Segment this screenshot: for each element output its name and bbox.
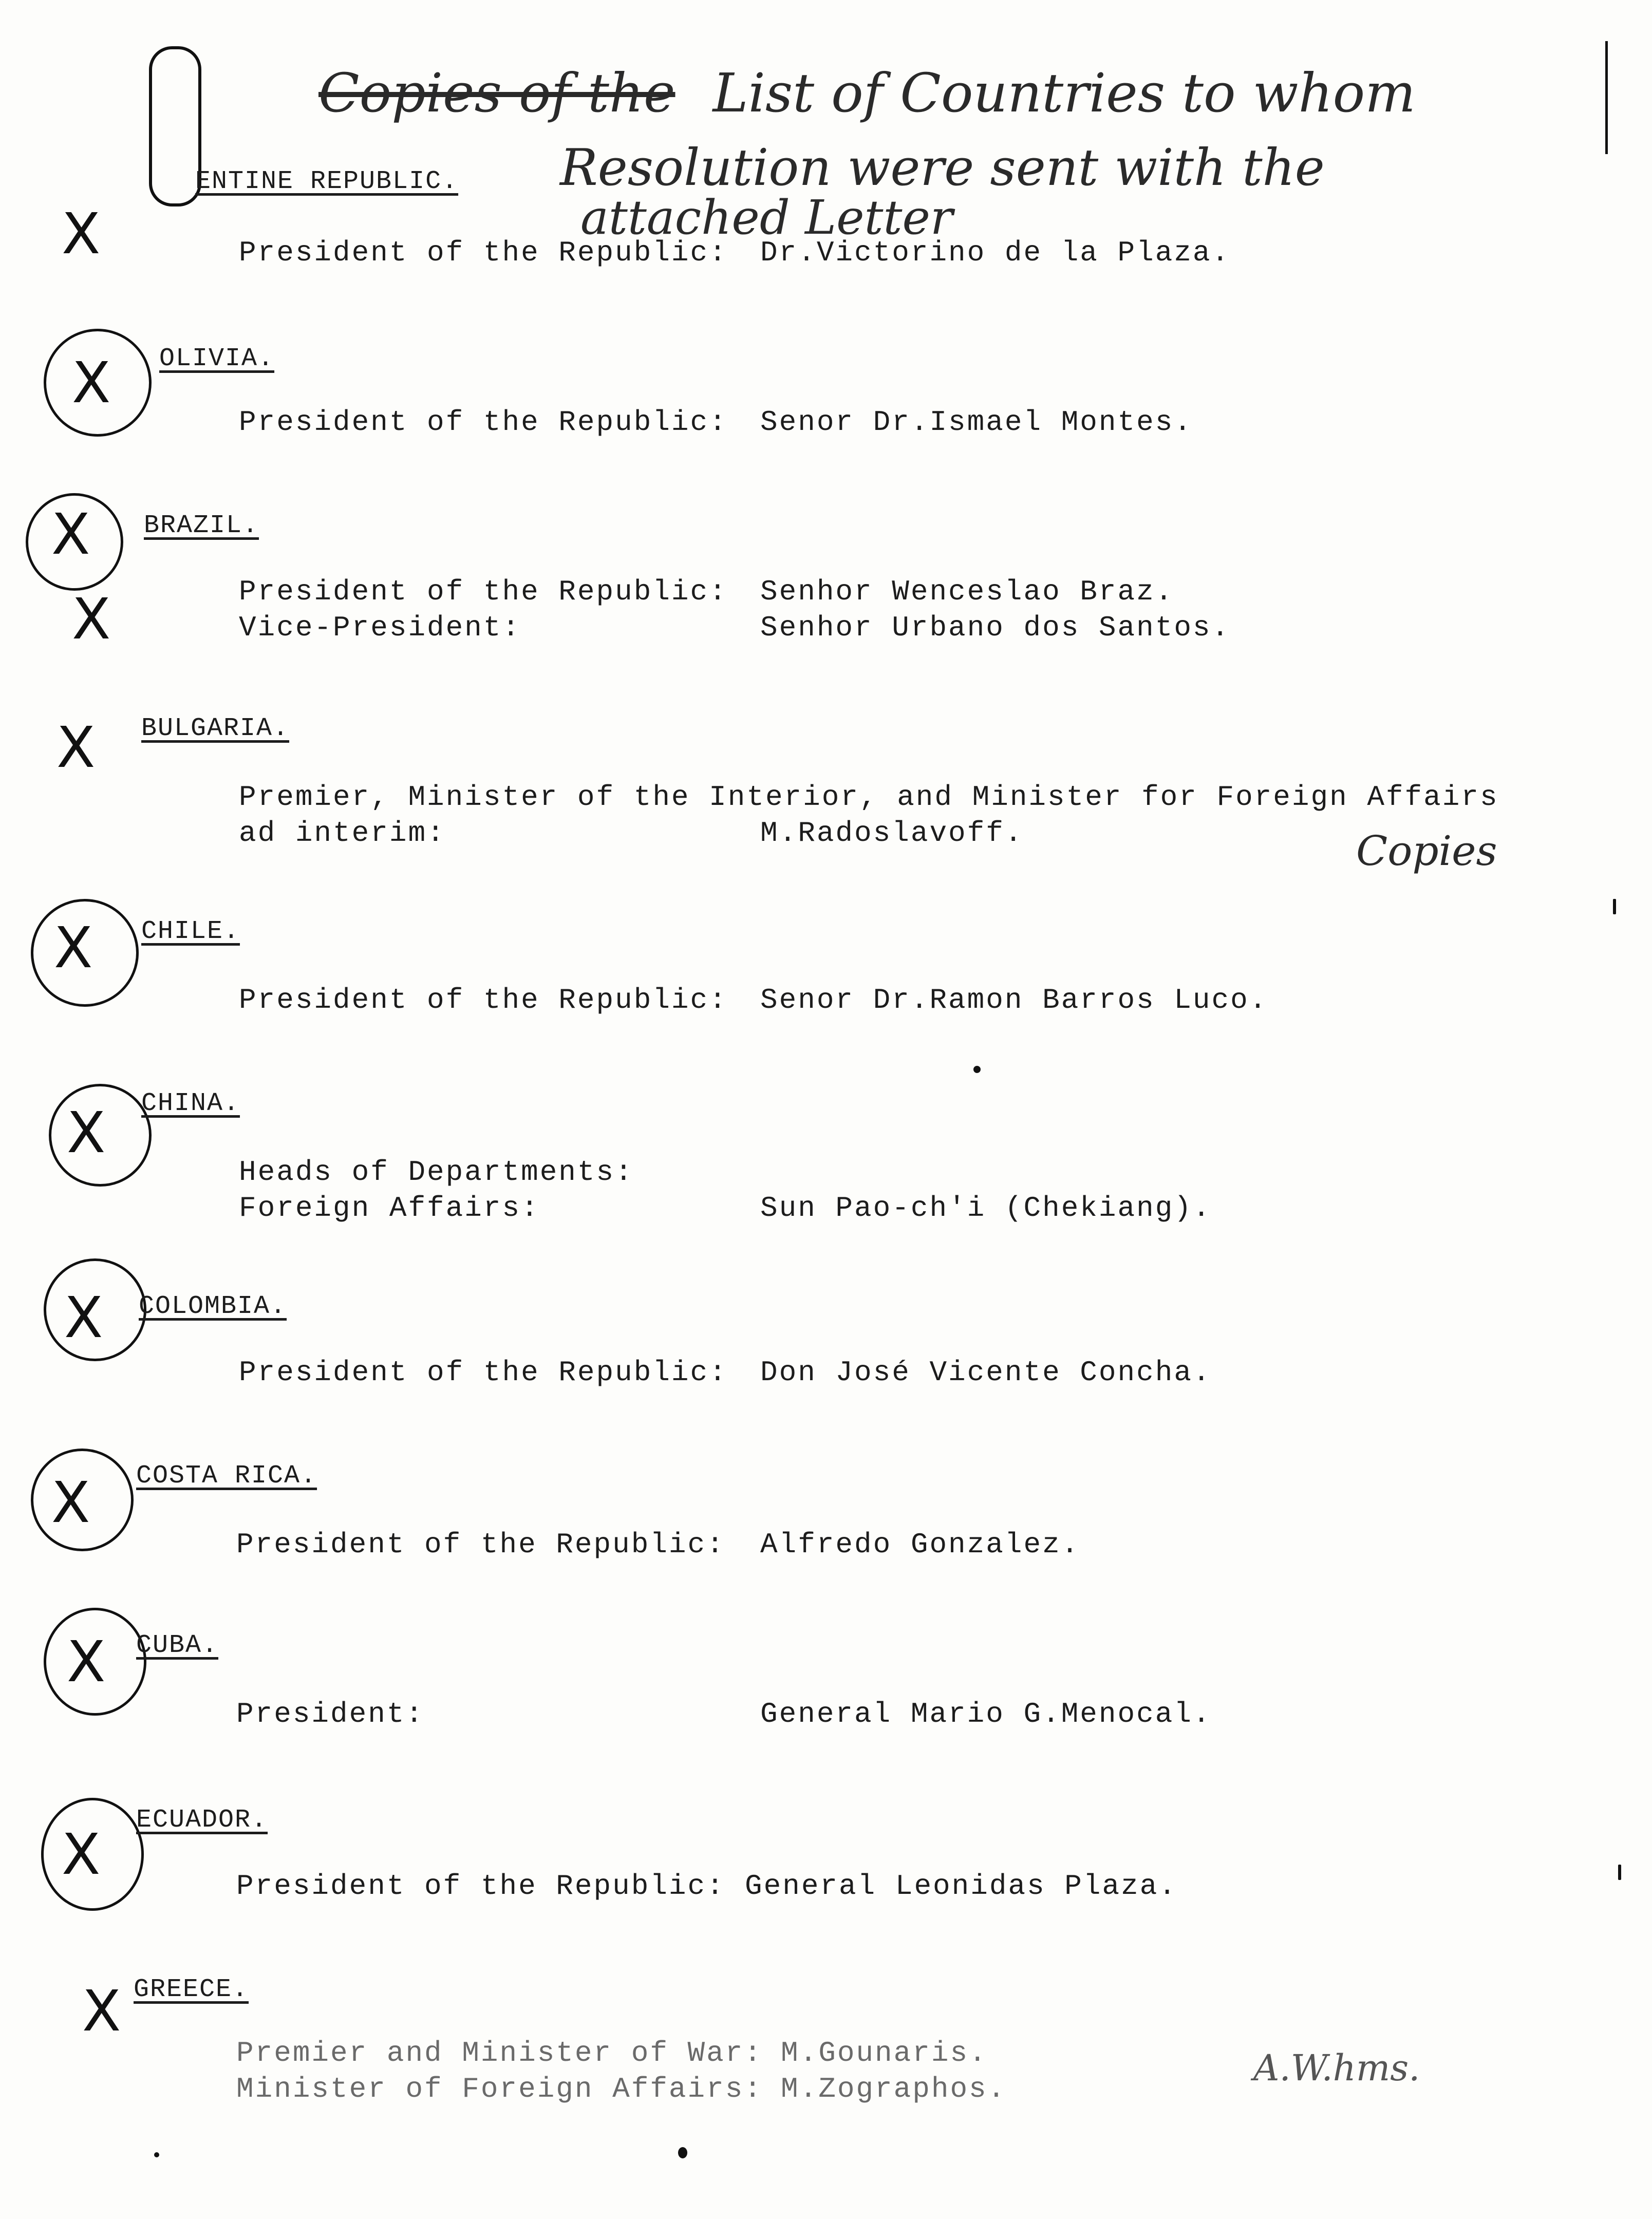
- entry-value: Sun Pao-ch'i (Chekiang).: [760, 1192, 1212, 1225]
- handwritten-title-line1: [318, 62, 1416, 124]
- scan-edge-right: [1605, 41, 1608, 154]
- entry-label: Premier and Minister of War:: [236, 2037, 763, 2070]
- x-mark: X: [64, 1285, 103, 1350]
- entry-value: M.Radoslavoff.: [760, 817, 1024, 850]
- entry-label: Minister of Foreign Affairs:: [236, 2073, 763, 2105]
- entry-label: President:: [236, 1698, 425, 1731]
- country-heading: BULGARIA.: [141, 714, 290, 743]
- entry-value: Dr.Victorino de la Plaza.: [760, 236, 1231, 269]
- entry-value: Senor Dr.Ismael Montes.: [760, 406, 1193, 439]
- entry-label: President of the Republic:: [236, 1870, 725, 1903]
- handwritten-title-line2: Resolution were sent with the: [560, 139, 1325, 197]
- entry-label: President of the Republic:: [239, 236, 728, 269]
- entry-label: ad interim:: [239, 817, 446, 850]
- entry-value: Senhor Wenceslao Braz.: [760, 575, 1174, 608]
- entry-value: Alfredo Gonzalez.: [760, 1528, 1080, 1561]
- country-heading: BRAZIL.: [144, 511, 259, 540]
- entry-value: M.Gounaris.: [781, 2037, 988, 2070]
- country-heading: GREECE.: [134, 1975, 249, 2004]
- entry-label: President of the Republic:: [239, 984, 728, 1017]
- handwritten-initials: A.W.hms.: [1253, 2047, 1420, 2089]
- country-heading: CUBA.: [136, 1631, 219, 1660]
- scan-speck: [973, 1066, 981, 1073]
- paperclip-mark: [149, 46, 201, 206]
- x-mark: X: [62, 201, 101, 267]
- country-heading: ECUADOR.: [136, 1806, 268, 1835]
- scan-speck: [154, 2152, 159, 2157]
- x-mark: X: [51, 1470, 90, 1535]
- entry-label: President of the Republic:: [239, 575, 728, 608]
- entry-label: Vice-President:: [239, 611, 521, 644]
- entry-value: Don José Vicente Concha.: [760, 1356, 1212, 1389]
- handwritten-title-line3: attached Letter: [580, 190, 953, 245]
- entry-label: Premier, Minister of the Interior, and Minister for Foreign Affairs: [239, 781, 1499, 814]
- country-heading: ENTINE REPUBLIC.: [195, 167, 459, 196]
- country-heading: COSTA RICA.: [136, 1461, 317, 1491]
- x-mark: X: [67, 1629, 106, 1695]
- x-mark: X: [67, 1100, 106, 1165]
- x-mark: X: [54, 915, 93, 981]
- country-heading: CHILE.: [141, 917, 240, 946]
- handwritten-note: Copies: [1356, 827, 1497, 875]
- scan-speck: [1613, 899, 1616, 914]
- entry-value: Senhor Urbano dos Santos.: [760, 611, 1231, 644]
- entry-label: President of the Republic:: [236, 1528, 725, 1561]
- entry-value: Senor Dr.Ramon Barros Luco.: [760, 984, 1268, 1017]
- entry-label: President of the Republic:: [239, 1356, 728, 1389]
- entry-label: President of the Republic:: [239, 406, 728, 439]
- title-rest: List of Countries to whom: [712, 62, 1416, 124]
- entry-value: M.Zographos.: [781, 2073, 1007, 2105]
- x-mark: X: [72, 350, 111, 416]
- country-heading: OLIVIA.: [159, 344, 275, 373]
- x-mark: X: [72, 586, 111, 652]
- country-heading: CHINA.: [141, 1089, 240, 1118]
- x-mark: X: [62, 1821, 101, 1887]
- scan-speck: [678, 2147, 687, 2158]
- entry-value: General Mario G.Menocal.: [760, 1698, 1212, 1731]
- entry-label: Foreign Affairs:: [239, 1192, 540, 1225]
- entry-value: General Leonidas Plaza.: [745, 1870, 1177, 1903]
- country-heading: COLOMBIA.: [139, 1292, 287, 1321]
- struck-text: Copies of the: [318, 62, 675, 124]
- entry-label: Heads of Departments:: [239, 1156, 634, 1189]
- x-mark: X: [51, 501, 90, 567]
- scan-speck: [1618, 1865, 1621, 1880]
- x-mark: X: [57, 714, 96, 780]
- x-mark: X: [82, 1978, 121, 2044]
